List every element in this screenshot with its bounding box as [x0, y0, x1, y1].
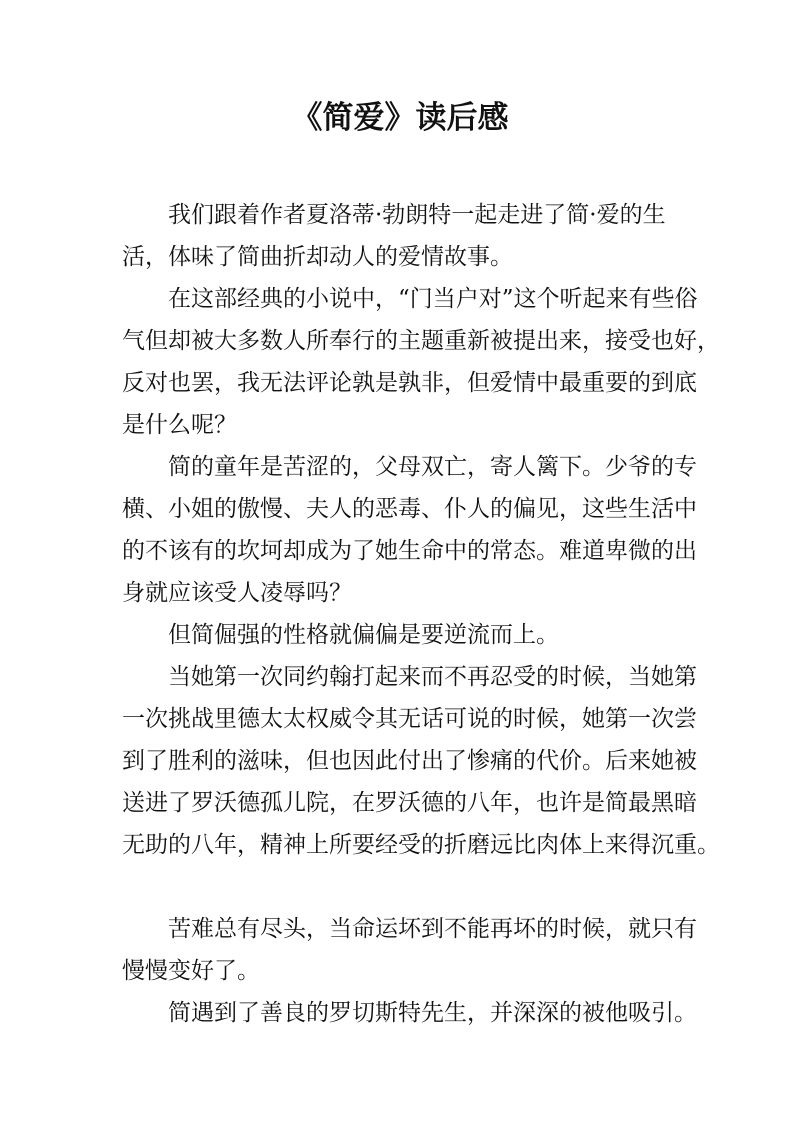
blank-line	[122, 866, 682, 908]
text-line: 慢慢变好了。	[122, 958, 260, 984]
text-line: 无助的八年，精神上所要经受的折磨远比肉体上来得沉重。	[122, 832, 720, 858]
document-title: 《简爱》读后感	[291, 100, 509, 136]
paragraph	[122, 908, 697, 992]
text-line: 气但却被大多数人所奉行的主题重新被提出来，接受也好，	[122, 328, 720, 354]
document-body	[122, 194, 720, 1034]
paragraph	[122, 656, 720, 866]
text-line: 简遇到了善良的罗切斯特先生，并深深的被他吸引。	[168, 1000, 697, 1026]
text-line: 当她第一次同约翰打起来而不再忍受的时候，当她第	[168, 664, 697, 690]
text-line: 在这部经典的小说中，“门当户对”这个听起来有些俗	[168, 286, 698, 312]
text-line: 反对也罢，我无法评论孰是孰非，但爱情中最重要的到底	[122, 370, 697, 396]
text-line: 一次挑战里德太太权威令其无话可说的时候，她第一次尝	[122, 706, 697, 732]
paragraph	[122, 278, 720, 446]
paragraph	[122, 992, 697, 1034]
text-line: 送进了罗沃德孤儿院，在罗沃德的八年，也许是简最黑暗	[122, 790, 697, 816]
text-line: 但简倔强的性格就偏偏是要逆流而上。	[168, 622, 559, 648]
text-line: 身就应该受人凌辱吗？	[122, 580, 352, 606]
text-line: 的不该有的坎坷却成为了她生命中的常态。难道卑微的出	[122, 538, 697, 564]
text-line: 简的童年是苦涩的，父母双亡，寄人篱下。少爷的专	[168, 454, 697, 480]
paragraph	[122, 614, 682, 656]
text-line: 活，体味了简曲折却动人的爱情故事。	[122, 244, 513, 270]
text-line: 是什么呢？	[122, 412, 237, 438]
text-line: 我们跟着作者夏洛蒂·勃朗特一起走进了简·爱的生	[168, 202, 666, 228]
text-line: 到了胜利的滋味，但也因此付出了惨痛的代价。后来她被	[122, 748, 697, 774]
text-line: 横、小姐的傲慢、夫人的恶毒、仆人的偏见，这些生活中	[122, 496, 697, 522]
paragraph	[122, 446, 697, 614]
text-line: 苦难总有尽头，当命运坏到不能再坏的时候，就只有	[168, 916, 697, 942]
paragraph	[122, 194, 682, 278]
